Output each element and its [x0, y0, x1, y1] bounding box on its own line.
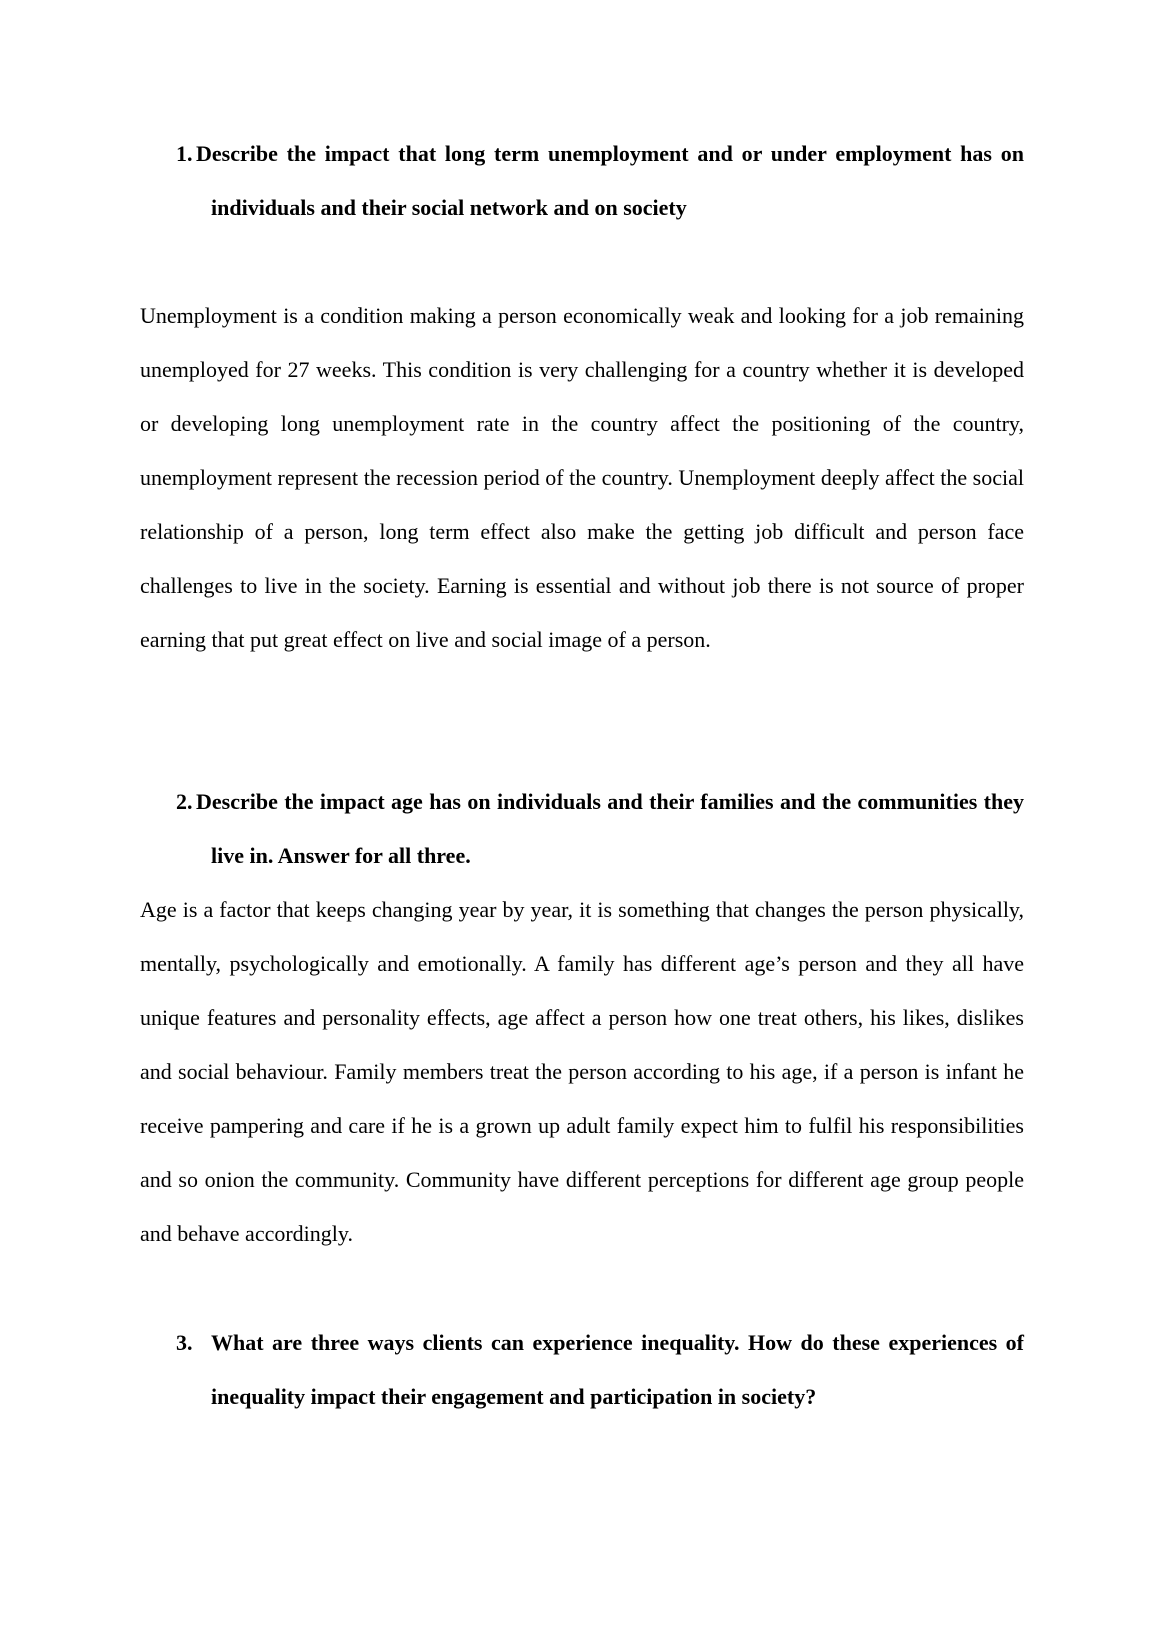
question-number: 1.	[176, 141, 193, 166]
answer-paragraph-2: Age is a factor that keeps changing year by year, it is something that changes the person physically, mentally, psychologically and emotionally. A family has different age’s person and they all have unique features and personality effects, age affect a person how one treat others, his likes, dislikes and social behaviour. Family members treat the person according to his age, if a person is infant he receive pampering and care if he is a grown up adult family expect him to fulfil his responsibilities and so onion the community. Community have different perceptions for different age group people and behave accordingly.	[140, 897, 1024, 1246]
question-text: What are three ways clients can experience inequality. How do these experiences of inequality impact their engagement and participation in society?	[211, 1330, 1024, 1409]
question-2	[176, 775, 1024, 883]
answer-paragraph-1: Unemployment is a condition making a person economically weak and looking for a job remaining unemployed for 27 weeks. This condition is very challenging for a country whether it is developed or developing long unemployment rate in the country affect the positioning of the country, unemployment represent the recession period of the country. Unemployment deeply affect the social relationship of a person, long term effect also make the getting job difficult and person face challenges to live in the society. Earning is essential and without job there is not source of proper earning that put great effect on live and social image of a person.	[140, 303, 1024, 652]
question-3	[176, 1316, 1024, 1424]
question-1	[176, 127, 1024, 235]
question-text: Describe the impact that long term unemployment and or under employment has on individuals and their social network and on society	[196, 141, 1024, 220]
question-number: 2.	[176, 789, 193, 814]
question-number: 3.	[176, 1330, 193, 1355]
question-text: Describe the impact age has on individuals and their families and the communities they live in. Answer for all three.	[196, 789, 1024, 868]
